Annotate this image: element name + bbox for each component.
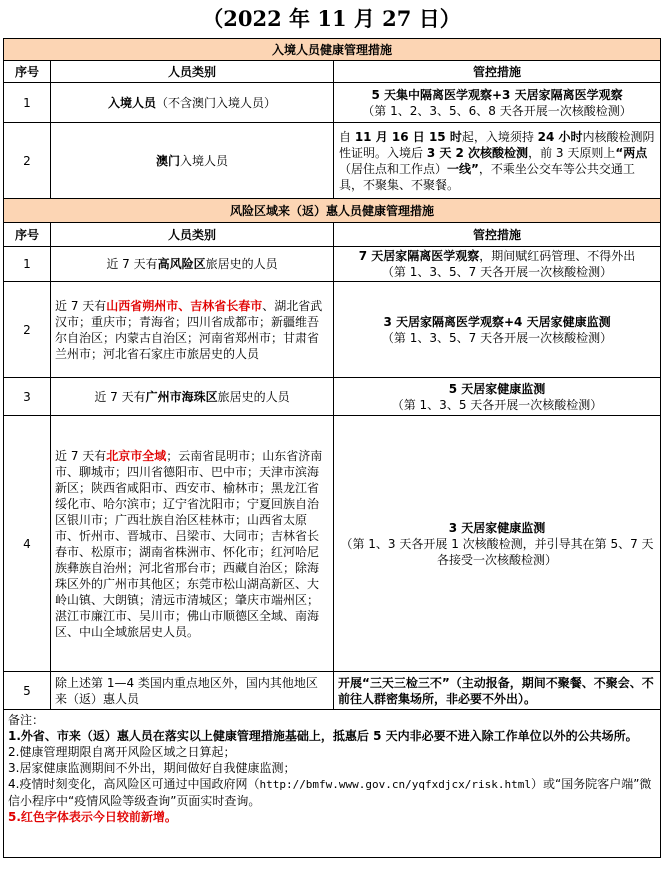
row-measures <box>334 123 661 199</box>
measure-line1: 3 天居家健康监测 <box>448 520 546 535</box>
section2-title: 风险区域来（返）惠人员健康管理措施 <box>4 199 661 223</box>
note-4-text: ）或“国务院客户端”微信小程序中“疫情风险等级查询”页面实时查询。 <box>8 777 652 808</box>
measure-bold: “两点 <box>615 145 648 160</box>
measure-bold: 7 天居家隔离医学观察 <box>358 249 480 263</box>
row-no: 1 <box>4 247 51 282</box>
section1-title-row <box>4 39 661 61</box>
note-4-url: http://bmfw.www.gov.cn/yqfxdjcx/risk.html <box>259 778 531 791</box>
section1-title: 入境人员健康管理措施 <box>4 39 661 61</box>
row-measures: 开展“三天三检三不”（主动报备，期间不聚餐、不聚会、不前往人群密集场所，非必要不外出）。 <box>334 672 661 710</box>
table-row <box>4 123 661 199</box>
category-new-red: 山西省朔州市、吉林省长春市 <box>106 298 263 313</box>
row-category: 除上述第 1—4 类国内重点地区外，国内其他地区来（返）惠人员 <box>51 672 334 710</box>
category-new-red: 北京市全域 <box>106 448 167 463</box>
measure-line2: （第 1、3 天各开展 1 次核酸检测，并引导其在第 5、7 天各接受一次核酸检测） <box>340 536 654 567</box>
measure-line2: （第 1、3、5 天各开展一次核酸检测） <box>391 397 603 412</box>
category-text: 近 7 天有 <box>106 257 158 271</box>
row-category <box>51 83 334 123</box>
table-row <box>4 83 661 123</box>
category-text: ；云南省昆明市；山东省济南市、聊城市；四川省德阳市、巴中市；天津市滨海新区；陕西省咸阳市、西安市、榆林市；黑龙江省绥化市、哈尔滨市；辽宁省沈阳市；宁夏回族自治区银川市；广西壮族自治区桂林市；山西省太原市、忻州市、晋城市、吕梁市、大同市；吉林省长春市、松原市；湖南省株洲市、怀化市；红河哈尼族彝族自治州；河北省邢台市；西藏自治区；除海珠区外的广州市其他区；东莞市松山湖高新区、大岭山镇、大朗镇；清远市清城区；肇庆市端州区；湛江市廉江市、吴川市；佛山市顺德区全域、南海区、中山全域旅居史人员。 <box>55 448 323 639</box>
measure-text: 内核酸检测阴性证明。入境后 <box>339 129 655 160</box>
row-measures <box>334 378 661 416</box>
measure-text: ，期间赋红码管理、不得外出 <box>479 249 636 263</box>
row-no: 3 <box>4 378 51 416</box>
table-row <box>4 282 661 378</box>
category-bold: 广州市海珠区 <box>145 389 218 404</box>
table-row <box>4 416 661 672</box>
section2-header-row <box>4 223 661 247</box>
measure-bold: 11 月 16 日 15 时 <box>354 129 462 144</box>
row-no: 2 <box>4 282 51 378</box>
category-text: 近 7 天有 <box>55 448 107 463</box>
page-title: （2022 年 11 月 27 日） <box>202 6 461 31</box>
health-measures-table <box>3 38 661 858</box>
row-measures <box>334 282 661 378</box>
section1-header-row <box>4 61 661 83</box>
category-text: 旅居史的人员 <box>205 257 278 271</box>
header-measures: 管控措施 <box>334 61 661 83</box>
header-category: 人员类别 <box>51 61 334 83</box>
measure-text: 自 <box>339 129 355 144</box>
row-category <box>51 416 334 672</box>
measure-text: ，不乘坐公交车等公共交通工具，不聚集、不聚餐。 <box>339 161 635 192</box>
row-no: 2 <box>4 123 51 199</box>
measure-line1: 3 天居家隔离医学观察+4 天居家健康监测 <box>383 314 611 329</box>
category-rest: 入境人员 <box>180 153 229 168</box>
measure-line2: （第 1、2、3、5、6、8 天各开展一次核酸检测） <box>362 103 632 118</box>
measure-line2: （第 1、3、5、7 天各开展一次核酸检测） <box>381 265 613 279</box>
note-4 <box>8 776 656 809</box>
table-row <box>4 378 661 416</box>
category-bold: 入境人员 <box>107 95 156 110</box>
table-row <box>4 672 661 710</box>
measure-bold: 一线” <box>447 161 479 176</box>
note-3: 3.居家健康监测期间不外出，期间做好自我健康监测； <box>8 761 296 775</box>
row-no: 4 <box>4 416 51 672</box>
measure-bold: 3 天 2 次核酸检测 <box>426 145 529 160</box>
notes <box>4 710 661 858</box>
row-no: 1 <box>4 83 51 123</box>
measure-text: （居住点和工作点） <box>339 161 448 176</box>
note-1: 1.外省、市来（返）惠人员在落实以上健康管理措施基础上，抵惠后 5 天内非必要不进入除工作单位以外的公共场所。 <box>8 729 638 743</box>
note-4-text: 4.疫情时刻变化，高风险区可通过中国政府网（ <box>8 777 260 791</box>
row-category <box>51 123 334 199</box>
note-2: 2.健康管理期限自离开风险区域之日算起； <box>8 745 236 759</box>
table-row <box>4 247 661 282</box>
measure-text: 起，入境须持 <box>461 129 538 144</box>
header-measures: 管控措施 <box>334 223 661 247</box>
row-category <box>51 247 334 282</box>
category-text: 、湖北省武汉市；重庆市；青海省；四川省成都市；新疆维吾尔自治区；内蒙古自治区；河南省郑州市；甘肃省兰州市；河北省石家庄市旅居史的人员 <box>55 298 323 361</box>
section2-title-row <box>4 199 661 223</box>
category-bold: 高风险区 <box>157 257 206 271</box>
header-no: 序号 <box>4 61 51 83</box>
row-no: 5 <box>4 672 51 710</box>
header-no: 序号 <box>4 223 51 247</box>
note-5: 5.红色字体表示今日较前新增。 <box>8 810 177 824</box>
measure-line1: 5 天居家健康监测 <box>448 381 546 396</box>
measure-bold: 24 小时 <box>537 129 583 144</box>
category-text: 近 7 天有 <box>94 389 146 404</box>
notes-label: 备注： <box>8 713 45 727</box>
row-measures <box>334 247 661 282</box>
notes-row <box>4 710 661 858</box>
category-text: 旅居史的人员 <box>217 389 290 404</box>
category-bold: 澳门 <box>155 153 180 168</box>
measure-line1: 5 天集中隔离医学观察+3 天居家隔离医学观察 <box>371 87 623 102</box>
category-text: 近 7 天有 <box>55 298 107 313</box>
measure-line2: （第 1、3、5、7 天各开展一次核酸检测） <box>381 330 613 345</box>
row-measures <box>334 416 661 672</box>
row-measures <box>334 83 661 123</box>
row-category <box>51 282 334 378</box>
category-rest: （不含澳门入境人员） <box>156 95 277 110</box>
header-category: 人员类别 <box>51 223 334 247</box>
measure-text: ，前 3 天原则上 <box>528 145 616 160</box>
row-category <box>51 378 334 416</box>
